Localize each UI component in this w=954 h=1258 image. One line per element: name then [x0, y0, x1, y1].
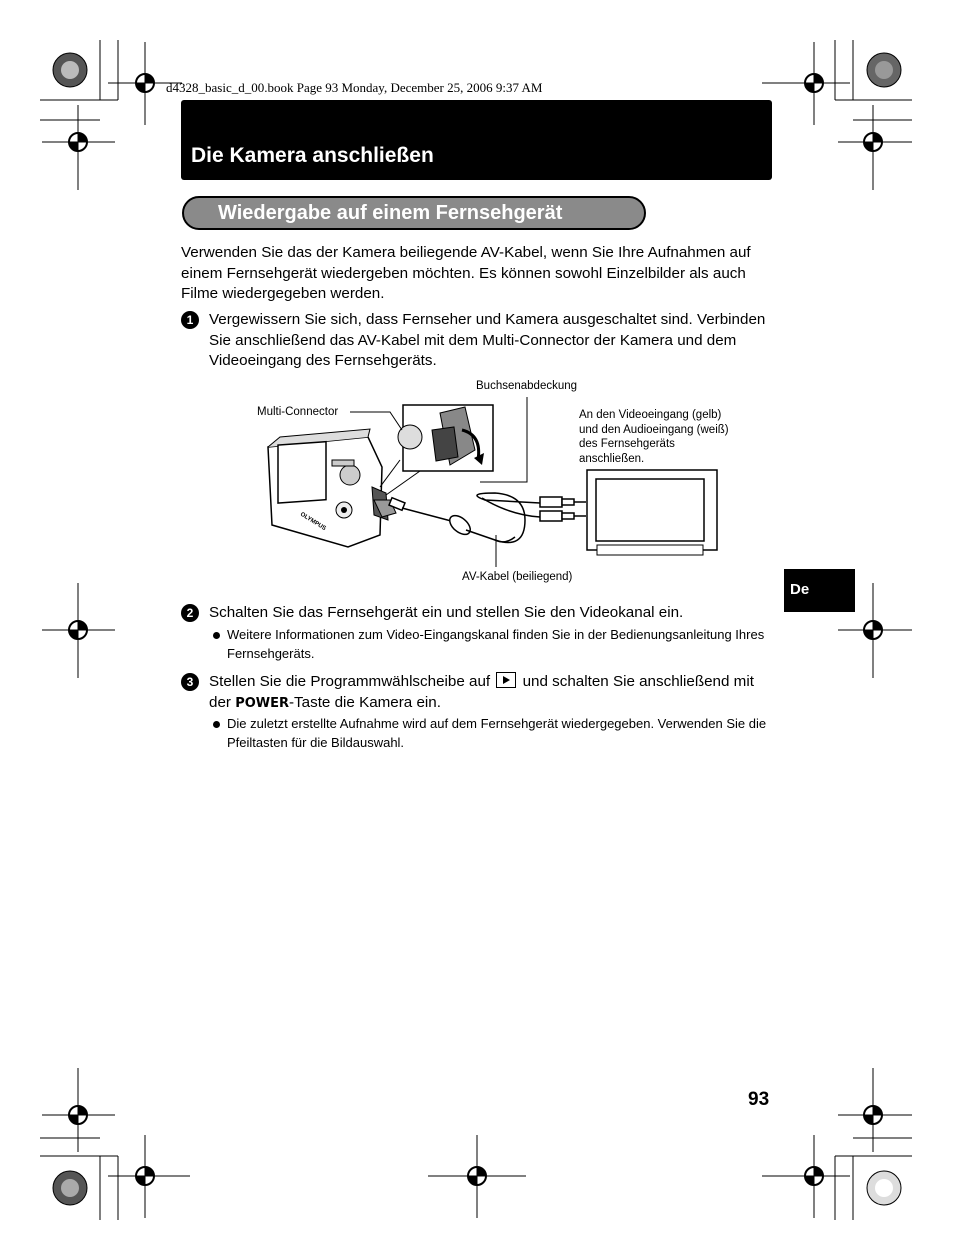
label-tv-connection: An den Videoeingang (gelb) und den Audioeingang (weiß) des Fernsehgeräts anschließen. — [579, 409, 729, 465]
label-cover: Buchsenabdeckung — [476, 380, 578, 392]
print-header: d4328_basic_d_00.book Page 93 Monday, December 25, 2006 9:37 AM — [166, 80, 543, 95]
note-text: Die zuletzt erstellte Aufnahme wird auf dem Fernsehgerät wiedergegeben. Verwenden Sie die Pfeiltasten für die Bildauswahl. — [227, 716, 767, 750]
section-title-pill — [182, 196, 646, 230]
av-cable — [389, 493, 586, 543]
step-3 — [181, 672, 773, 714]
step-number-badge: 3 — [181, 673, 199, 691]
step-2 — [181, 603, 773, 624]
step-text-part: Stellen Sie die Programmwählscheibe auf — [209, 673, 491, 690]
tv-illustration — [587, 470, 717, 555]
camera-illustration — [268, 429, 396, 547]
step-3-note — [208, 715, 778, 752]
step-text: Schalten Sie das Fernsehgerät ein und stellen Sie den Videokanal ein. — [209, 604, 684, 621]
step-number-badge: 1 — [181, 311, 199, 329]
label-multi-connector: Multi-Connector — [257, 406, 339, 418]
connector-zoom-inset — [380, 405, 493, 495]
page-number: 93 — [748, 1089, 770, 1110]
bullet-icon — [213, 721, 220, 728]
chapter-title-bar — [181, 100, 772, 180]
chapter-title: Die Kamera anschließen — [191, 144, 434, 167]
step-1 — [181, 310, 773, 372]
step-text: Vergewissern Sie sich, dass Fernseher und Kamera ausgeschaltet sind. Verbinden Sie anschließend das AV-Kabel mit dem Multi-Connector der Kamera und dem Videoeingang des Fernsehgeräts. — [209, 311, 766, 369]
figure-connection — [250, 375, 750, 590]
note-text: Weitere Informationen zum Video-Eingangskanal finden Sie in der Bedienungsanleitung Ihres Fernsehgeräts. — [227, 627, 765, 661]
step-text — [209, 672, 773, 714]
playback-mode-icon — [496, 672, 516, 688]
section-title: Wiedergabe auf einem Fernsehgerät — [218, 202, 563, 224]
camera-brand: OLYMPUS — [298, 511, 327, 533]
bullet-icon — [213, 632, 220, 639]
step-text-part: -Taste die Kamera ein. — [289, 693, 441, 711]
step-text-part: und schalten Sie anschließend mit der — [209, 673, 754, 711]
power-button-label: POWER — [235, 695, 289, 711]
step-number-badge: 2 — [181, 604, 199, 622]
label-av-cable: AV-Kabel (beiliegend) — [462, 571, 573, 583]
language-tab: De — [784, 569, 855, 612]
step-2-note — [208, 626, 778, 663]
intro-paragraph: Verwenden Sie das der Kamera beiliegende AV-Kabel, wenn Sie Ihre Aufnahmen auf einem Fernsehgerät wiedergeben möchten. Es können sowohl Einzelbilder als auch Filme wiedergegeben werden. — [181, 244, 751, 302]
